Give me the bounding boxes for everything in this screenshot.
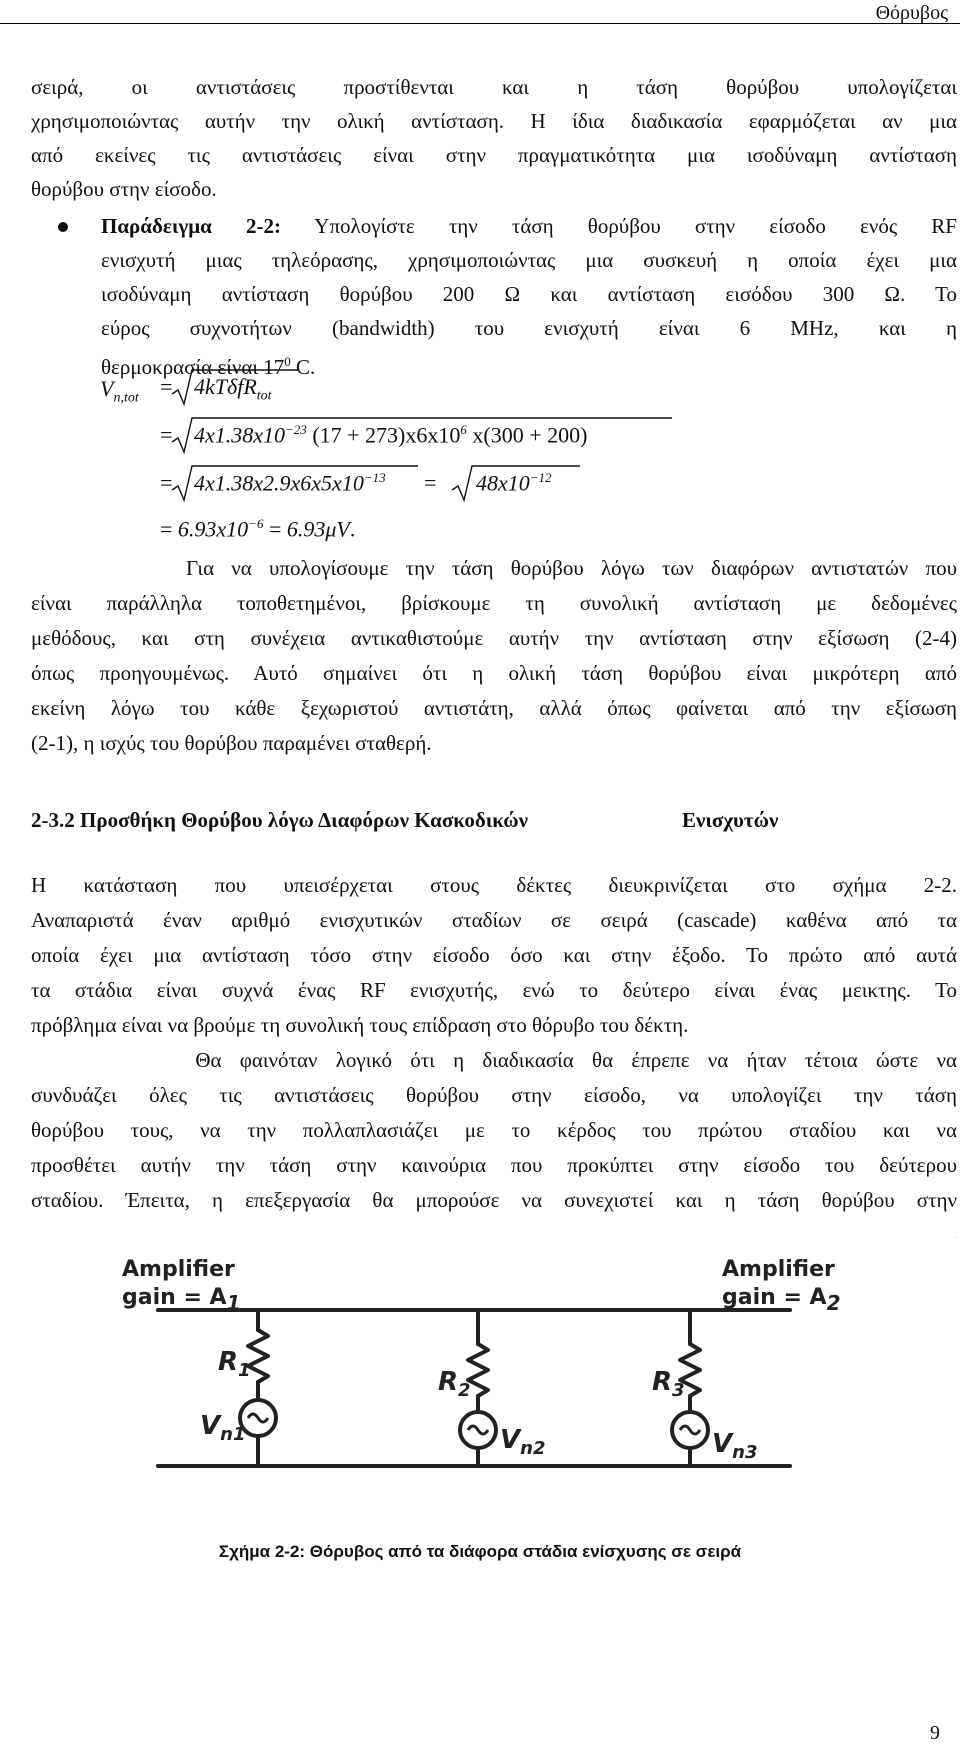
para4-line: Θα φαινόταν λογικό ότι η διαδικασία θα έπρεπε να ήταν τέτοια ώστε να — [31, 1048, 957, 1072]
eq1-lhs: V — [100, 376, 114, 401]
eq4-b: 6.93μV — [286, 516, 350, 542]
para2-line: είναι παράλληλα τοποθετημένοι, βρίσκουμε τη συνολική αντίσταση με δεδομένες — [31, 591, 957, 615]
para4-line: συνδυάζει όλες τις αντιστάσεις θορύβου στην είσοδο, να υπολογίζει την τάση — [31, 1083, 957, 1107]
vn1-label: $V_{n1}$ — [200, 1411, 246, 1445]
eq2-exp2: 6 — [460, 422, 467, 437]
example-temp-text: θερμοκρασία είναι 17 — [101, 355, 285, 379]
intro-line: σειρά, οι αντιστάσεις προστίθενται και η τάση θορύβου υπολογίζεται — [31, 75, 957, 99]
amp1-label-line2: gain = A1 — [122, 1285, 241, 1315]
intro-line: χρησιμοποιώντας αυτήν την ολική αντίσταση. Η ίδια διαδικασία εφαρμόζεται αν μια — [31, 109, 957, 133]
equation-4: = $6.93x10^{-6} = 6.93\mu V$. — [160, 516, 356, 542]
para3-line: Αναπαριστά έναν αριθμό ενισχυτικών σταδίων σε σειρά (cascade) καθένα από τα — [31, 908, 957, 932]
equals-sign: = — [160, 470, 173, 495]
equals-sign: = — [424, 470, 437, 495]
page-number: 9 — [930, 1722, 940, 1744]
eq3-exp2: −12 — [529, 470, 552, 485]
para3-line: Η κατάσταση που υπεισέρχεται στους δέκτες διευκρινίζεται στο σχήμα 2-2. — [31, 873, 957, 897]
para2-line: Για να υπολογίσουμε την τάση θορύβου λόγω των διαφόρων αντιστατών που — [31, 556, 957, 580]
eq2-c: x(300 + 200) — [472, 422, 588, 448]
vn2-label: $V_{n2}$ — [500, 1425, 546, 1459]
eq1-rhs: 4kTδfR — [194, 374, 257, 399]
example-line: εύρος συχνοτήτων (bandwidth) του ενισχυτή είναι 6 MHz, και η — [101, 316, 957, 340]
figure-caption: Σχήμα 2-2: Θόρυβος από τα διάφορα στάδια ενίσχυσης σε σειρά — [218, 1542, 742, 1561]
para4-line: προσθέτει αυτήν την τάση στην καινούρια που προκύπτει στην είσοδο του δεύτερου — [31, 1153, 957, 1177]
para3-line: πρόβλημα είναι να βρούμε τη συνολική τους επίδραση στο θόρυβο του δέκτη. — [31, 1013, 689, 1037]
eq1-rhs-sub: tot — [256, 388, 272, 404]
eq3-exp: −13 — [363, 470, 386, 485]
r1-label: $R_1$ — [218, 1347, 251, 1381]
eq3-a: 4x1.38x2.9x6x5x10 — [194, 470, 364, 496]
eq2-a: 4x1.38x10 — [194, 422, 286, 448]
vn3-label: $V_{n3}$ — [712, 1429, 758, 1463]
eq4-exp: −6 — [248, 516, 264, 531]
amp2-label-line1: Amplifier — [722, 1257, 835, 1282]
example-line: ενισχυτή μιας τηλεόρασης, χρησιμοποιώντας μια συσκευή η οποία έχει μια — [101, 248, 957, 272]
eq2-b: (17 + 273)x6x10 — [312, 422, 461, 448]
example-temp-sup: 0 — [284, 354, 291, 369]
para2-line: όπως προηγουμένως. Αυτό σημαίνει ότι η ολική τάση θορύβου είναι μικρότερη από — [31, 661, 957, 685]
section-title-tail: Ενισχυτών — [682, 808, 779, 832]
amp1-label-line1: Amplifier — [122, 1257, 235, 1282]
para3-line: τα στάδια είναι συχνά ένας RF ενισχυτής, ενώ το δεύτερο είναι ένας μεικτης. Το — [31, 978, 957, 1002]
equals-sign: = — [160, 374, 173, 399]
eq1-lhs-sub: n,tot — [113, 390, 139, 406]
example-text: Υπολογίστε την τάση θορύβου στην είσοδο ενός RF — [280, 214, 957, 238]
example-line: ισοδύναμη αντίσταση θορύβου 200 Ω και αντίσταση εισόδου 300 Ω. Το — [101, 282, 957, 306]
equals-sign: = — [160, 422, 173, 447]
para4-line: σταδίου. Έπειτα, η επεξεργασία θα μπορούσε να συνεχιστεί και η τάση θορύβου στην — [31, 1188, 957, 1212]
r3-label: $R_3$ — [652, 1367, 685, 1401]
section-title: 2-3.2 Προσθήκη Θορύβου λόγω Διαφόρων Κασκοδικών — [31, 808, 529, 832]
eq4-a: 6.93x10 — [177, 516, 249, 542]
eq4-end: . — [349, 516, 356, 542]
running-title: Θόρυβος — [875, 2, 948, 24]
para3-line: οποία έχει μια αντίσταση τόσο στην είσοδο όσο και στην έξοδο. Το πρώτο από αυτά — [31, 943, 957, 967]
para2-line: μεθόδους, και στη συνέχεια αντικαθιστούμε αυτήν την αντίσταση στην εξίσωση (2-4) — [31, 626, 957, 650]
intro-line: θορύβου στην είσοδο. — [31, 177, 217, 201]
r2-label: $R_2$ — [438, 1367, 471, 1401]
para2-line: εκείνη λόγω του κάθε ξεχωριστού αντιστάτη, αλλά όπως φαίνεται από την εξίσωση — [31, 696, 957, 720]
eq2-exp: −23 — [285, 422, 307, 437]
example-label: Παράδειγμα 2-2: — [101, 214, 281, 238]
intro-line: από εκείνες τις αντιστάσεις είναι στην πραγματικότητα μια ισοδύναμη αντίσταση — [31, 143, 957, 167]
para4-line: θορύβου τους, να την πολλαπλασιάζει με το κέρδος του πρώτου σταδίου και να — [31, 1118, 957, 1142]
example-temp-unit: C. — [290, 355, 316, 379]
eq3-b: 48x10 — [476, 470, 530, 496]
amp2-label-line2: gain = A2 — [722, 1285, 841, 1315]
para2-line: (2-1), η ισχύς του θορύβου παραμένει σταθερή. — [31, 731, 432, 755]
